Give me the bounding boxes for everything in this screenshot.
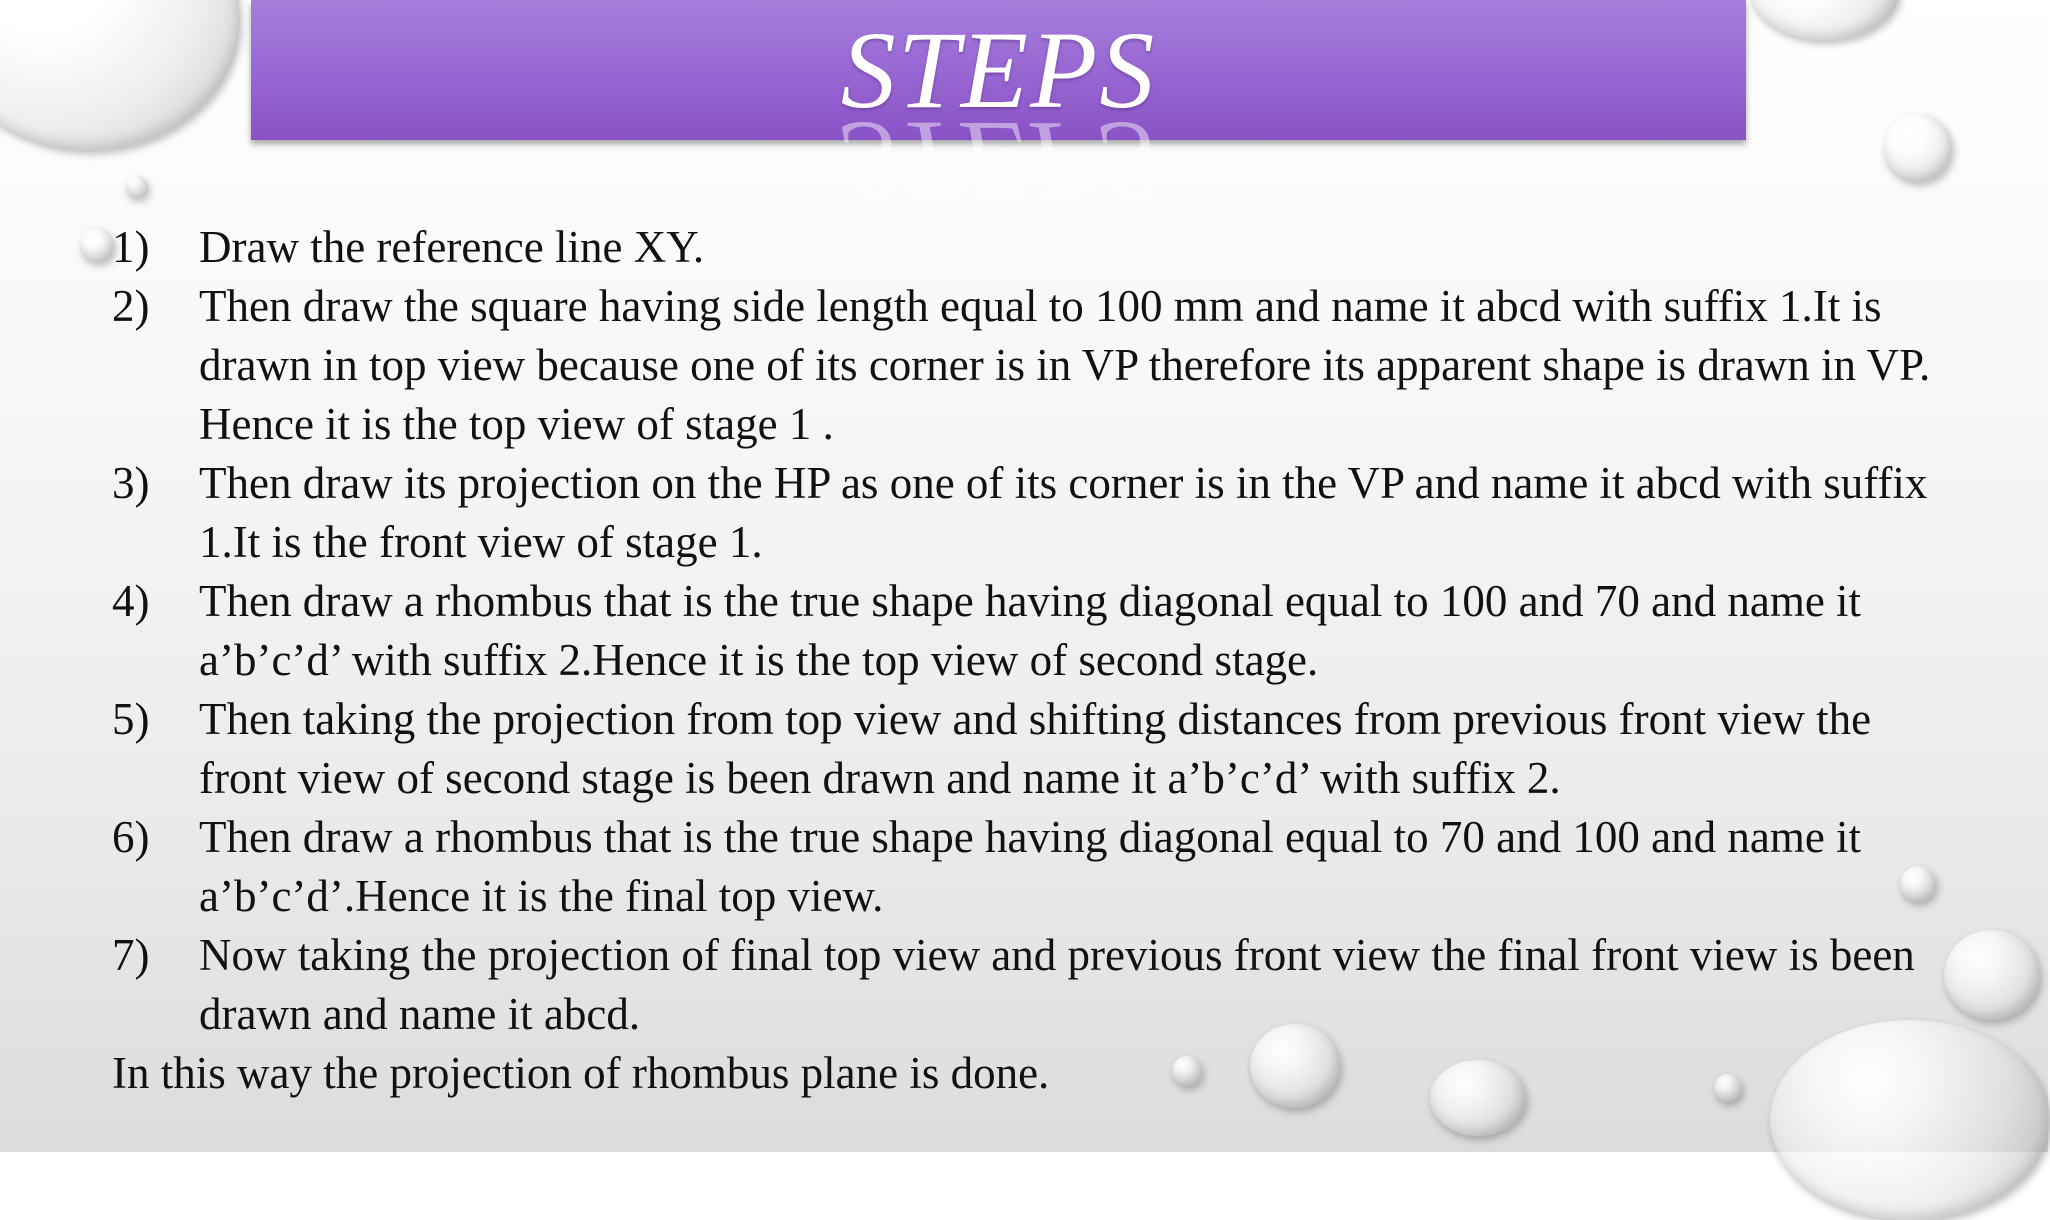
step-number: 1) (112, 222, 150, 272)
slide-title: STEPS (840, 9, 1157, 131)
step-text: Now taking the projection of final top view and previous front view the final front view is been drawn and name it abcd. (199, 930, 1915, 1039)
water-drop-decoration (1750, 0, 1900, 40)
water-drop-decoration (1944, 930, 2040, 1020)
step-item (112, 218, 1932, 277)
step-text: Then draw its projection on the HP as one of its corner is in the VP and name it abcd with suffix 1.It is the front view of stage 1. (199, 458, 1928, 567)
step-text: Draw the reference line XY. (199, 222, 705, 272)
step-number: 7) (112, 930, 150, 980)
water-drop-decoration (1884, 114, 1952, 182)
step-item (112, 926, 1932, 1044)
step-text: Then draw the square having side length equal to 100 mm and name it abcd with suffix 1.It is drawn in top view because one of its corner is in VP therefore its apparent shape is drawn in VP. Hence it is the top view of stage 1 . (199, 281, 1931, 449)
closing-statement: In this way the projection of rhombus plane is done. (112, 1048, 1050, 1098)
step-text: Then taking the projection from top view and shifting distances from previous front view the front view of second stage is been drawn and name it a’b’c’d’ with suffix 2. (199, 694, 1872, 803)
step-item (112, 277, 1932, 454)
step-number: 6) (112, 812, 150, 862)
steps-list (112, 218, 1932, 1103)
step-text: Then draw a rhombus that is the true shape having diagonal equal to 70 and 100 and name it a’b’c’d’.Hence it is the final top view. (199, 812, 1862, 921)
step-item (112, 690, 1932, 808)
step-item (112, 572, 1932, 690)
step-number: 2) (112, 281, 150, 331)
slide-title-reflection-text: STEPS (840, 99, 1157, 221)
step-item (112, 454, 1932, 572)
step-item (112, 808, 1932, 926)
step-number: 5) (112, 694, 150, 744)
step-text: Then draw a rhombus that is the true shape having diagonal equal to 100 and 70 and name it a’b’c’d’ with suffix 2.Hence it is the top view of second stage. (199, 576, 1862, 685)
step-number: 3) (112, 458, 150, 508)
water-drop-decoration (80, 228, 114, 262)
step-number: 4) (112, 576, 150, 626)
water-drop-decoration (0, 0, 240, 150)
title-bar (251, 0, 1746, 221)
water-drop-decoration (126, 176, 148, 198)
